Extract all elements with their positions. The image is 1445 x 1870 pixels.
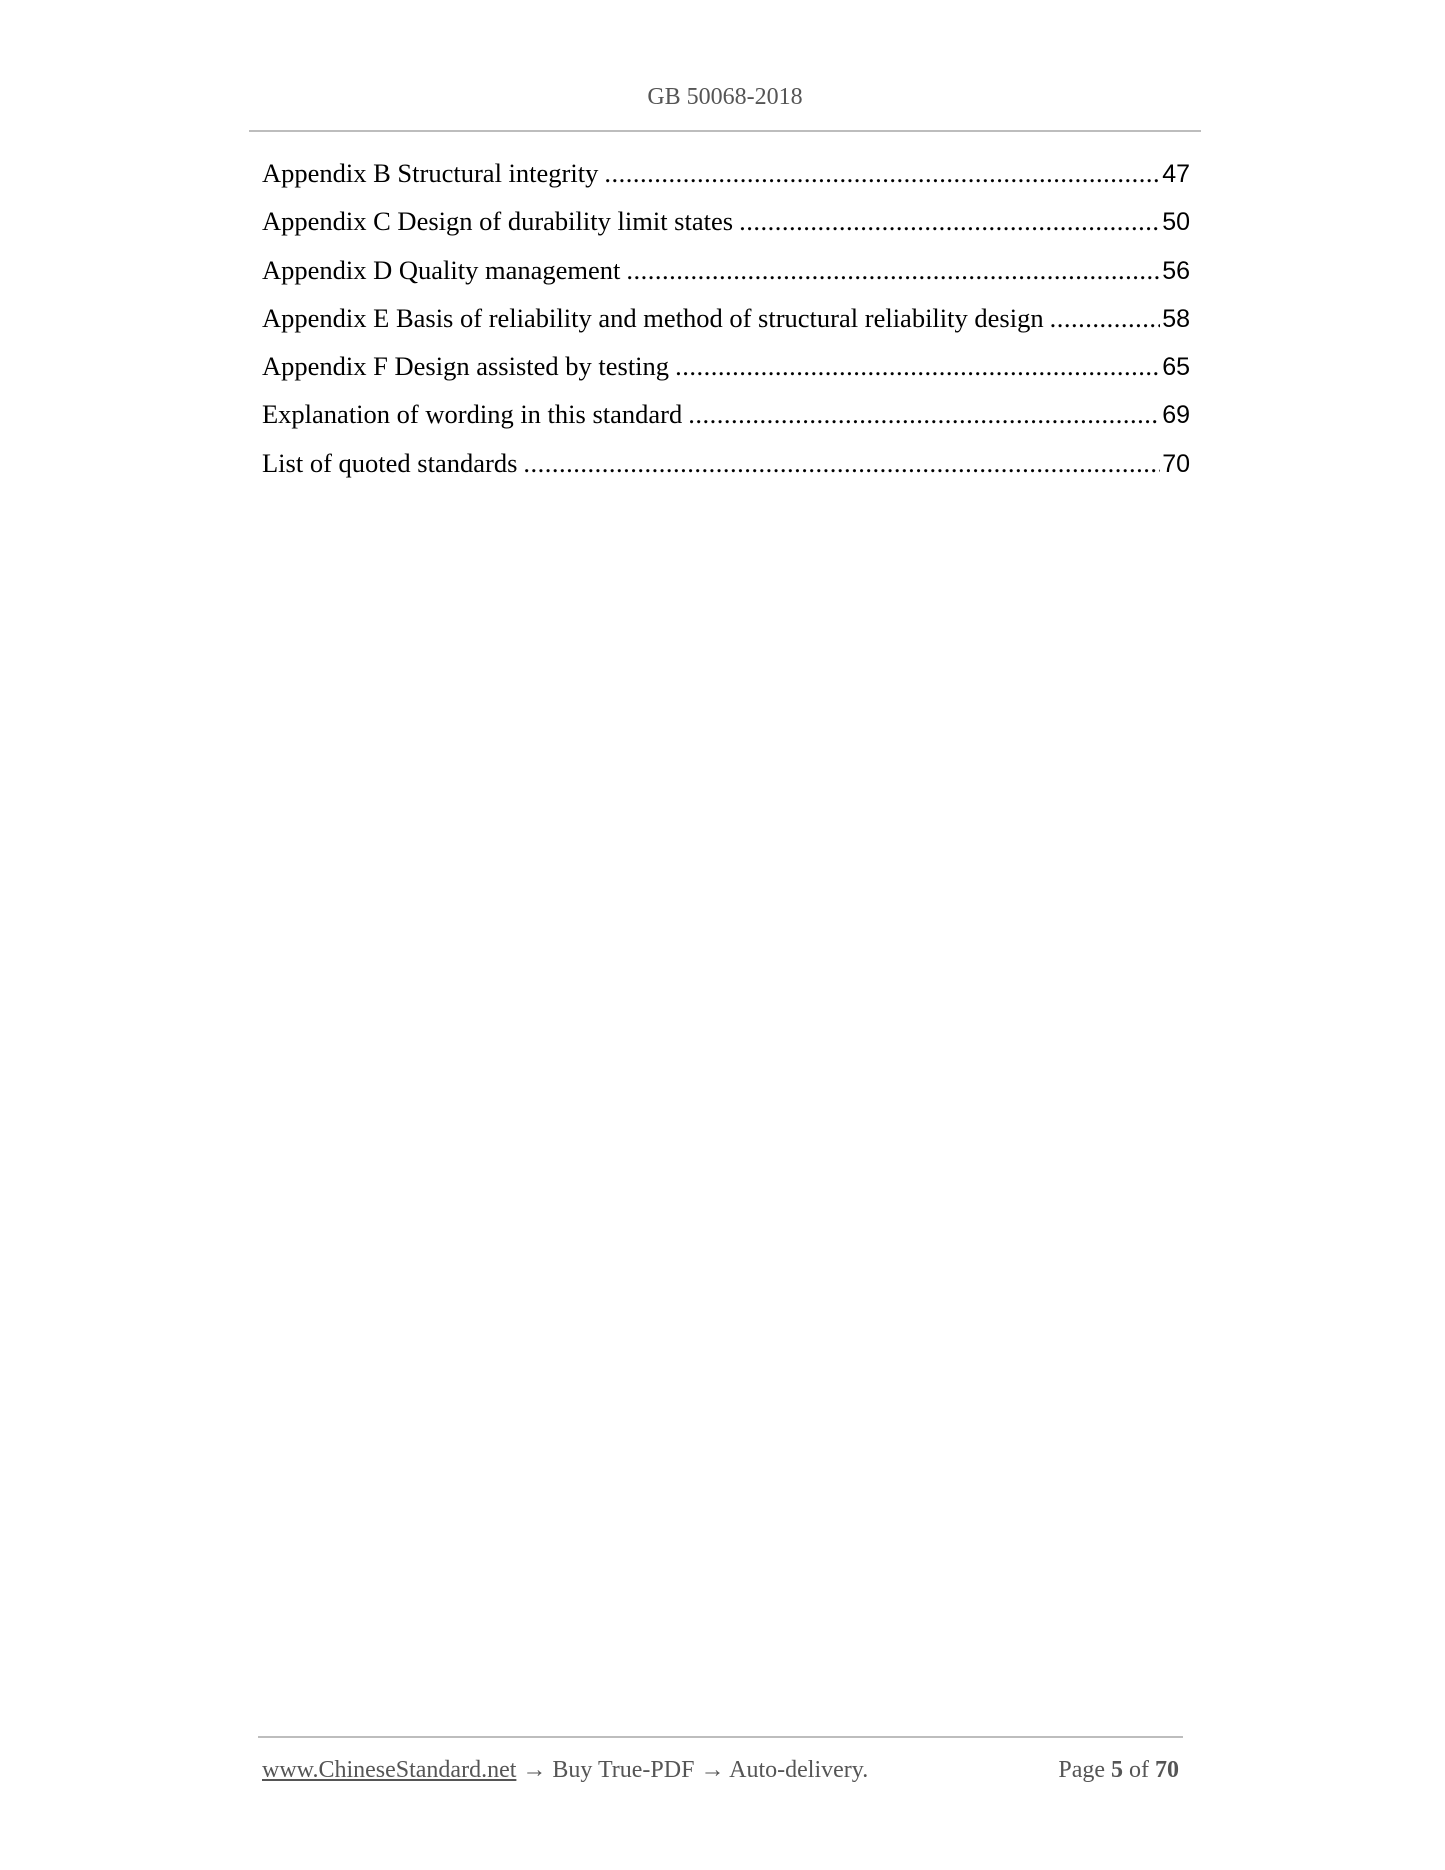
toc-entry[interactable] xyxy=(262,303,1190,351)
toc-dot-leader xyxy=(626,255,1160,286)
toc-entry-title: Appendix B Structural integrity xyxy=(262,158,599,188)
current-page-number: 5 xyxy=(1111,1757,1123,1783)
buy-true-pdf-text: Buy True-PDF xyxy=(552,1757,695,1783)
footer-divider xyxy=(258,1736,1183,1738)
toc-entry-page: 47 xyxy=(1162,160,1190,188)
toc-entry-title: Appendix E Basis of reliability and method of structural reliability design xyxy=(262,302,1044,333)
toc-entry[interactable] xyxy=(262,351,1190,399)
toc-dot-leader xyxy=(604,158,1160,189)
toc-entry-page: 56 xyxy=(1162,256,1190,285)
toc-entry-title: Explanation of wording in this standard xyxy=(262,399,683,430)
toc-entry-title: Appendix F Design assisted by testing xyxy=(262,351,670,382)
page-label: Page xyxy=(1058,1757,1105,1783)
toc-entry[interactable] xyxy=(262,255,1190,303)
toc-dot-leader xyxy=(688,399,1160,430)
toc-entry-title: Appendix D Quality management xyxy=(262,254,621,285)
auto-delivery-text: Auto-delivery. xyxy=(729,1757,869,1783)
arrow-right-icon: → xyxy=(700,1757,725,1783)
toc-entry-page: 65 xyxy=(1162,353,1190,382)
toc-dot-leader xyxy=(739,206,1160,237)
table-of-contents xyxy=(262,158,1190,496)
toc-entry-page: 50 xyxy=(1162,208,1190,237)
toc-entry[interactable] xyxy=(262,448,1190,496)
total-pages-number: 70 xyxy=(1155,1757,1179,1783)
toc-entry-page: 58 xyxy=(1162,304,1190,333)
toc-entry[interactable] xyxy=(262,206,1190,254)
toc-entry-title: List of quoted standards xyxy=(262,447,518,478)
toc-dot-leader xyxy=(1050,303,1161,334)
of-label: of xyxy=(1129,1757,1149,1783)
toc-entry-page: 69 xyxy=(1162,401,1190,430)
toc-entry[interactable] xyxy=(262,399,1190,447)
document-code-header: GB 50068-2018 xyxy=(647,84,803,110)
toc-entry[interactable] xyxy=(262,158,1190,206)
website-link[interactable]: www.ChineseStandard.net xyxy=(262,1757,517,1783)
page-indicator xyxy=(1058,1757,1179,1784)
toc-dot-leader xyxy=(523,448,1160,479)
header-divider xyxy=(249,130,1201,132)
footer-promo xyxy=(262,1757,868,1784)
arrow-right-icon: → xyxy=(522,1757,547,1783)
toc-entry-title: Appendix C Design of durability limit states xyxy=(262,206,734,237)
toc-dot-leader xyxy=(675,351,1160,382)
toc-entry-page: 70 xyxy=(1162,449,1190,478)
